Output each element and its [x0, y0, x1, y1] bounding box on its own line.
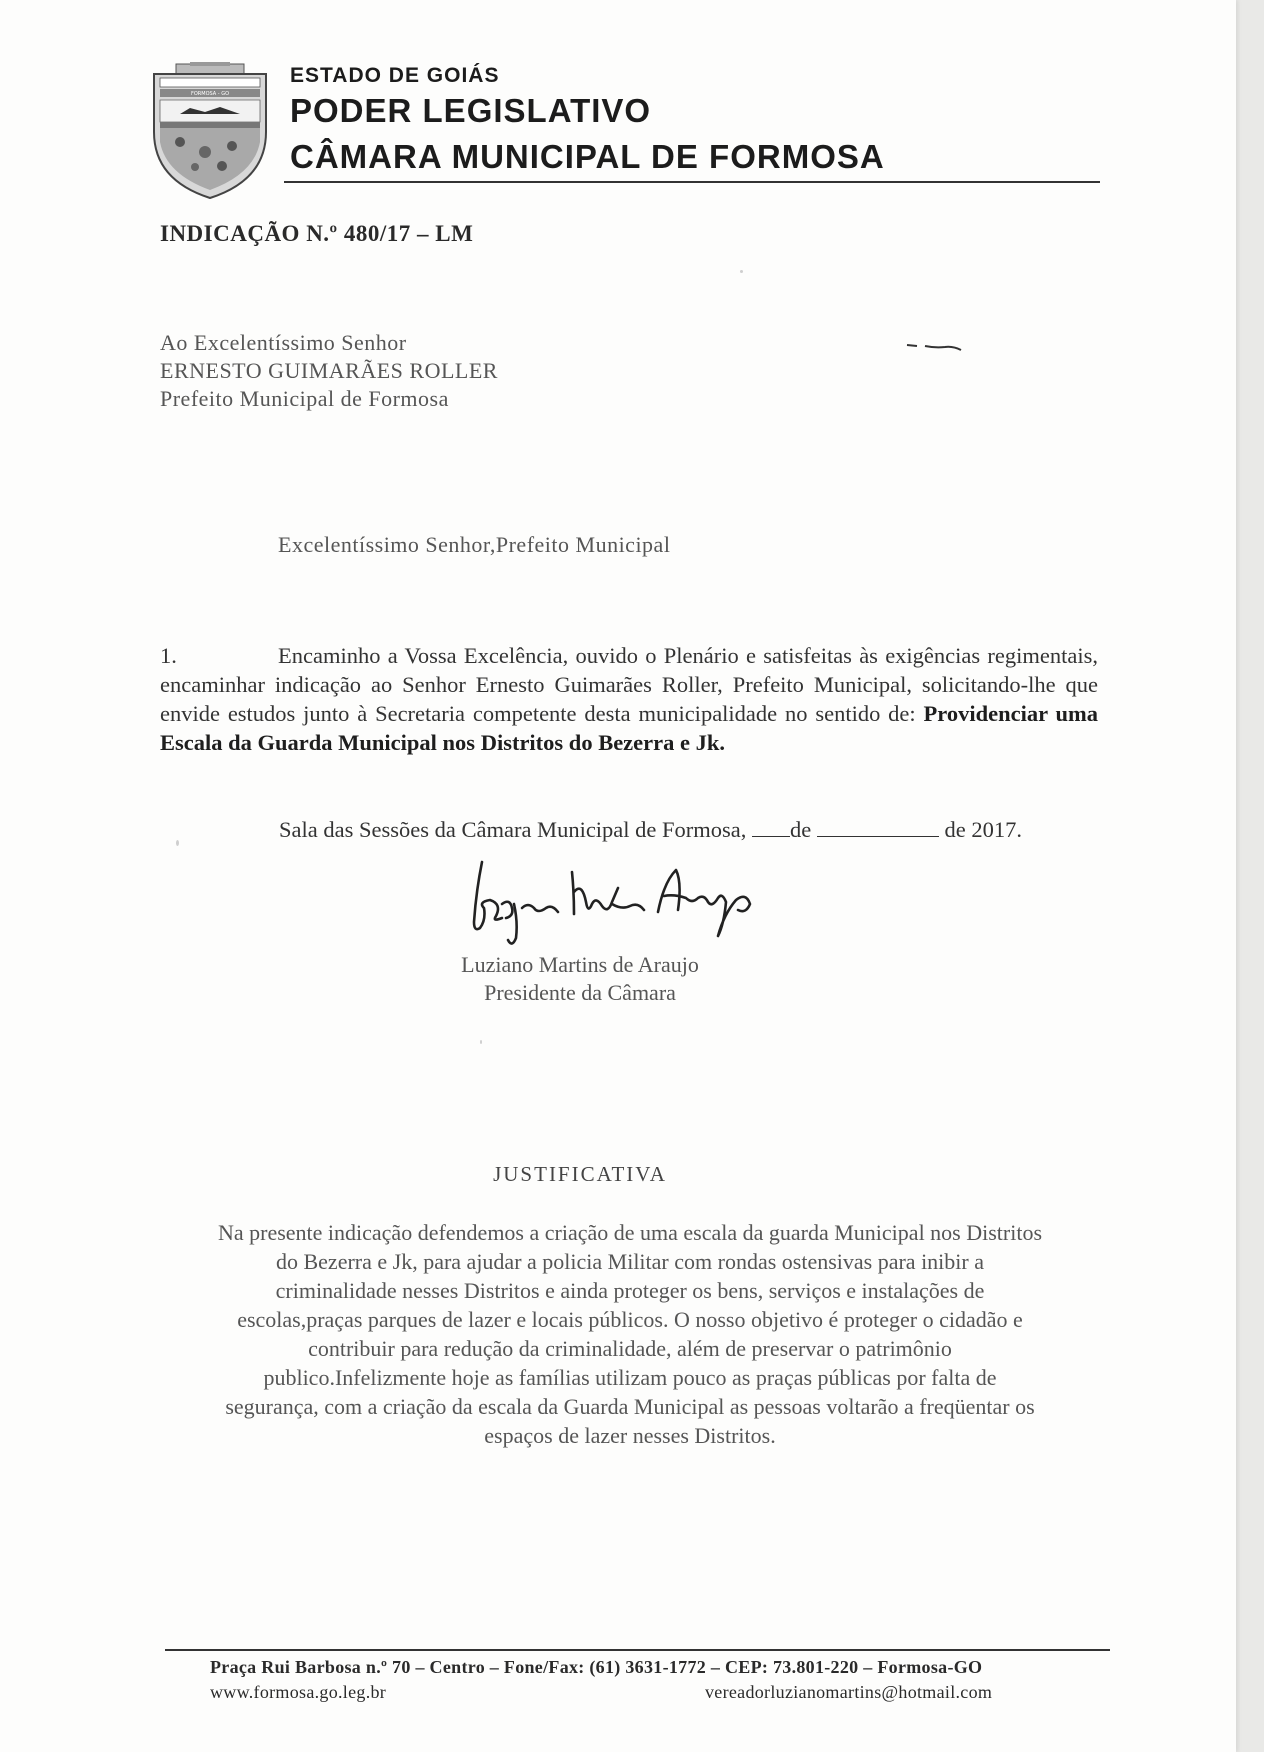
justification-text — [160, 1218, 1100, 1450]
header-state: ESTADO DE GOIÁS — [290, 64, 500, 87]
handwritten-signature — [462, 852, 802, 952]
addressee-title: Prefeito Municipal de Formosa — [160, 386, 449, 411]
indication-number: INDICAÇÃO N.º 480/17 – LM — [160, 221, 474, 246]
scan-speck — [480, 1040, 482, 1044]
justification-line: do Bezerra e Jk, para ajudar a policia Militar com rondas ostensivas para inibir a — [275, 1249, 985, 1274]
signer-title: Presidente da Câmara — [484, 980, 676, 1005]
indication-paragraph — [160, 641, 1098, 757]
paragraph-number: 1. — [160, 643, 177, 668]
crest-text: FORMOSA - GO — [190, 91, 230, 97]
justification-line: criminalidade nesses Distritos e ainda proteger os bens, serviços e instalações de — [275, 1278, 985, 1303]
justification-line: publico.Infelizmente hoje as famílias utilizam pouco as praças públicas por falta de — [263, 1365, 997, 1390]
justification-title: JUSTIFICATIVA — [493, 1162, 667, 1186]
municipal-crest — [150, 62, 270, 200]
header-power: PODER LEGISLATIVO — [290, 92, 652, 129]
justification-line: segurança, com a criação da escala da Guarda Municipal as pessoas voltarão a freqüentar os — [225, 1394, 1035, 1419]
header-chamber: CÂMARA MUNICIPAL DE FORMOSA — [290, 138, 885, 175]
session-date-line — [279, 817, 1022, 843]
session-location: Sala das Sessões da Câmara Municipal de Formosa, — [279, 817, 747, 842]
footer-website: www.formosa.go.leg.br — [210, 1682, 387, 1702]
scan-speck — [176, 840, 179, 846]
signer-name: Luziano Martins de Araujo — [461, 952, 699, 977]
footer-address: Praça Rui Barbosa n.º 70 – Centro – Fone/Fax: (61) 3631-1772 – CEP: 73.801-220 – Formosa-GO — [210, 1657, 983, 1677]
header-divider — [284, 181, 1100, 183]
paragraph-request: Providenciar uma Escala da Guarda Municipal nos Distritos do Bezerra e Jk. — [160, 701, 1099, 755]
pen-mark — [905, 339, 965, 353]
month-blank — [817, 818, 939, 837]
addressee-line1: Ao Excelentíssimo Senhor — [160, 330, 407, 355]
addressee-name: ERNESTO GUIMARÃES ROLLER — [160, 358, 498, 383]
footer-divider — [165, 1649, 1110, 1651]
footer-email: vereadorluzianomartins@hotmail.com — [705, 1682, 993, 1702]
justification-line: espaços de lazer nesses Distritos. — [484, 1423, 776, 1448]
day-blank — [752, 818, 790, 837]
date-year: de 2017. — [944, 817, 1023, 842]
justification-line: escolas,praças parques de lazer e locais públicos. O nosso objetivo é proteger o cidadão e — [237, 1307, 1023, 1332]
justification-line: contribuir para redução da criminalidade, além de preservar o patrimônio — [308, 1336, 952, 1361]
paragraph-text: Encaminho a Vossa Excelência, ouvido o Plenário e satisfeitas às exigências regimentais, encaminhar indicação ao Senhor Ernesto Guimarães Roller, Prefeito Municipal, solicitando-lhe que envide estudos junto à Secretaria competente desta municipalidade no sentido de: — [160, 643, 1098, 726]
justification-line: Na presente indicação defendemos a criação de uma escala da guarda Municipal nos Distritos — [217, 1220, 1043, 1245]
salutation: Excelentíssimo Senhor,Prefeito Municipal — [278, 532, 671, 557]
scan-speck — [740, 270, 743, 273]
date-de: de — [790, 817, 812, 842]
